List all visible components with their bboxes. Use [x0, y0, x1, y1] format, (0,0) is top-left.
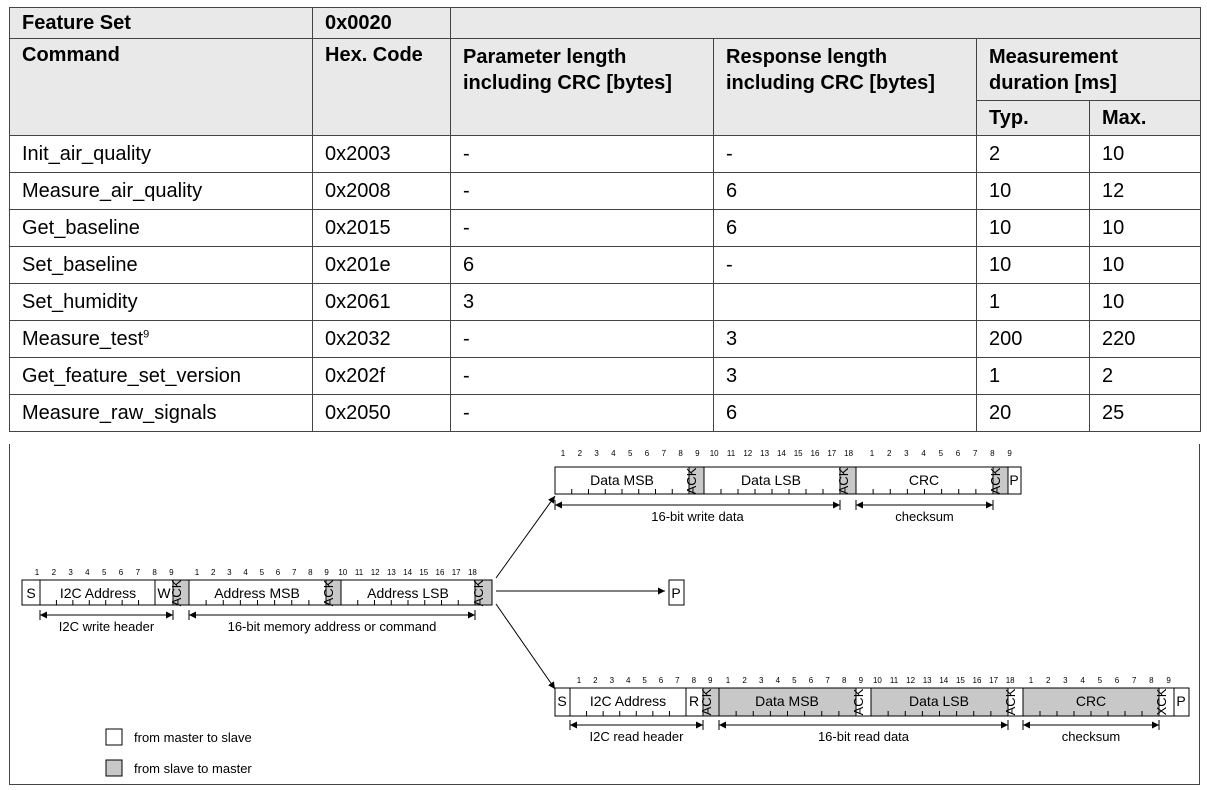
feature-set-row	[10, 8, 1201, 39]
cell-typ	[977, 321, 1090, 358]
cell-command-text: Measure_test	[22, 327, 144, 350]
cell-param-length-text: -	[463, 401, 470, 424]
cell-response-length-text: 6	[726, 216, 738, 239]
read-header-label: I2C read header	[589, 729, 684, 744]
bit-number: 2	[210, 568, 216, 577]
cell-param-length	[451, 395, 714, 432]
cell-command	[10, 358, 313, 395]
cell-typ	[977, 358, 1090, 395]
ack-label: ACK	[988, 467, 1003, 495]
bit-number: 17	[827, 449, 837, 458]
cell-typ	[977, 247, 1090, 284]
cell-max-text: 10	[1102, 290, 1125, 313]
bit-number: 7	[661, 449, 667, 458]
bit-number: 3	[758, 676, 764, 685]
cell-typ-text: 200	[989, 327, 1023, 350]
cell-command	[10, 210, 313, 247]
bit-number: 1	[869, 449, 875, 458]
ack-label: ACK	[169, 579, 184, 607]
bit-number: 11	[354, 568, 364, 577]
bit-number: 6	[955, 449, 961, 458]
bit-number: 6	[118, 568, 124, 577]
cell-hex-code-text: 0x2015	[325, 216, 391, 239]
cell-typ-text: 20	[989, 401, 1012, 424]
write-bit-label: W	[157, 585, 171, 601]
cell-command-text: Set_humidity	[22, 290, 138, 313]
feature-set-blank	[451, 8, 1201, 39]
bit-number: 8	[841, 676, 847, 685]
table-row	[10, 210, 1201, 247]
i2c-address-label: I2C Address	[59, 585, 137, 601]
cell-command	[10, 247, 313, 284]
bit-number: 1	[576, 676, 582, 685]
ack-label: ACK	[321, 579, 336, 607]
cell-max	[1090, 173, 1201, 210]
arrow-to-write	[496, 496, 555, 578]
cell-typ-text: 1	[989, 364, 1001, 387]
bit-number: 11	[726, 449, 736, 458]
bit-number: 3	[68, 568, 73, 577]
bit-number: 5	[642, 676, 647, 685]
cell-typ-text: 10	[989, 253, 1012, 276]
table-row	[10, 358, 1201, 395]
cell-max	[1090, 284, 1201, 321]
cell-param-length-text: -	[463, 142, 470, 165]
header-hex-code: Hex. Code	[313, 39, 451, 136]
checksum-label: checksum	[1061, 729, 1121, 744]
i2c-diagram	[9, 444, 1200, 785]
cell-response-length	[714, 136, 977, 173]
cell-response-length-text: 6	[726, 401, 738, 424]
cell-param-length-text: -	[463, 364, 470, 387]
cell-response-length	[714, 247, 977, 284]
cell-param-length	[451, 358, 714, 395]
bit-number: 4	[243, 568, 248, 577]
cell-hex-code	[313, 136, 451, 173]
cell-max-text: 12	[1102, 179, 1125, 202]
cell-max	[1090, 210, 1201, 247]
bit-number: 13	[922, 676, 932, 685]
data-lsb-label: Data LSB	[909, 693, 969, 709]
footnote-marker: 9	[143, 327, 150, 340]
feature-set-code: 0x0020	[313, 8, 451, 39]
bit-number: 15	[955, 676, 965, 685]
bit-number: 8	[1149, 676, 1154, 685]
bit-number: 6	[644, 449, 650, 458]
cell-hex-code-text: 0x202f	[325, 364, 386, 387]
cell-response-length-text: -	[726, 142, 733, 165]
crc-label: CRC	[1075, 693, 1107, 709]
header-measurement-duration: Measurement duration [ms]	[977, 39, 1201, 101]
header-command: Command	[10, 39, 313, 136]
cell-command-text: Get_baseline	[22, 216, 140, 239]
ack-label: ACK	[684, 467, 699, 495]
bit-number: 1	[34, 568, 40, 577]
cell-response-length-text: 3	[726, 327, 738, 350]
feature-set-label: Feature Set	[10, 8, 313, 39]
cell-command-text: Init_air_quality	[22, 142, 151, 165]
bit-number: 4	[775, 676, 781, 685]
cell-max-text: 10	[1102, 142, 1125, 165]
cell-hex-code-text: 0x2003	[325, 142, 391, 165]
bit-number: 9	[1007, 449, 1012, 458]
cell-hex-code	[313, 210, 451, 247]
cell-param-length-text: -	[463, 327, 470, 350]
cell-hex-code	[313, 173, 451, 210]
bit-number: 9	[1166, 676, 1171, 685]
header-typ: Typ.	[977, 101, 1090, 136]
bit-number: 8	[152, 568, 157, 577]
cell-command	[10, 284, 313, 321]
cell-max-text: 2	[1102, 364, 1114, 387]
checksum-label: checksum	[895, 509, 954, 524]
cell-hex-code-text: 0x2032	[325, 327, 391, 350]
cell-command-text: Measure_raw_signals	[22, 401, 217, 424]
cell-typ-text: 10	[989, 216, 1012, 239]
cell-max	[1090, 247, 1201, 284]
start-label: S	[26, 585, 36, 601]
bit-number: 14	[776, 449, 786, 458]
bit-number: 2	[577, 449, 583, 458]
bit-number: 6	[658, 676, 664, 685]
cell-hex-code-text: 0x201e	[325, 253, 391, 276]
table-row	[10, 284, 1201, 321]
bit-number: 5	[101, 568, 107, 577]
cell-max	[1090, 136, 1201, 173]
header-max: Max.	[1090, 101, 1201, 136]
bit-number: 11	[889, 676, 899, 685]
bit-number: 5	[938, 449, 944, 458]
cell-response-length	[714, 284, 977, 321]
cell-max-text: 10	[1102, 216, 1125, 239]
cell-typ-text: 10	[989, 179, 1012, 202]
cell-command	[10, 321, 313, 358]
bit-number: 9	[324, 568, 329, 577]
cell-max	[1090, 358, 1201, 395]
legend-master-swatch	[106, 729, 122, 745]
cell-response-length	[714, 321, 977, 358]
table-body	[10, 136, 1201, 432]
bit-number: 9	[707, 676, 713, 685]
cell-typ	[977, 173, 1090, 210]
command-table	[9, 7, 1201, 432]
bit-number: 7	[1131, 676, 1137, 685]
ack-label: ACK	[1003, 688, 1018, 716]
bit-number: 7	[972, 449, 978, 458]
bit-number: 18	[844, 449, 854, 458]
bit-number: 1	[725, 676, 731, 685]
cell-param-length	[451, 210, 714, 247]
cell-param-length	[451, 173, 714, 210]
legend-slave-label: from slave to master	[134, 761, 252, 776]
bit-number: 14	[939, 676, 949, 685]
bit-number: 7	[291, 568, 297, 577]
bit-number: 2	[886, 449, 892, 458]
table-row	[10, 136, 1201, 173]
table-row	[10, 321, 1201, 358]
i2c-address-label: I2C Address	[589, 693, 667, 709]
memory-address-label: 16-bit memory address or command	[227, 619, 437, 634]
cell-typ	[977, 136, 1090, 173]
address-lsb-label: Address LSB	[367, 585, 449, 601]
arrow-to-read	[496, 604, 555, 689]
read-data-label: 16-bit read data	[817, 729, 910, 744]
bit-number: 14	[403, 568, 413, 577]
cell-hex-code	[313, 358, 451, 395]
bit-number: 8	[990, 449, 995, 458]
bit-number: 5	[259, 568, 265, 577]
ack-label: ACK	[471, 579, 486, 607]
data-msb-label: Data MSB	[590, 472, 654, 488]
start-label: S	[557, 693, 567, 709]
bit-number: 16	[810, 449, 820, 458]
cell-param-length	[451, 284, 714, 321]
cell-response-length-text: -	[726, 253, 733, 276]
bit-number: 3	[1063, 676, 1068, 685]
cell-hex-code	[313, 321, 451, 358]
cell-command	[10, 173, 313, 210]
header-param-length: Parameter length including CRC [bytes]	[451, 39, 714, 136]
cell-hex-code	[313, 395, 451, 432]
bit-number: 4	[611, 449, 616, 458]
bit-number: 1	[560, 449, 566, 458]
bit-number: 9	[169, 568, 174, 577]
cell-param-length-text: -	[463, 179, 470, 202]
bit-number: 13	[760, 449, 770, 458]
data-msb-label: Data MSB	[755, 693, 819, 709]
bit-number: 3	[904, 449, 909, 458]
cell-response-length-text: 6	[726, 179, 738, 202]
bit-number: 3	[227, 568, 232, 577]
bit-number: 10	[872, 676, 882, 685]
bit-number: 6	[275, 568, 281, 577]
bit-number: 17	[451, 568, 461, 577]
bit-number: 9	[695, 449, 700, 458]
stop-label: P	[1009, 472, 1019, 488]
cell-typ-text: 1	[989, 290, 1001, 313]
crc-label: CRC	[908, 472, 940, 488]
cell-typ	[977, 395, 1090, 432]
cell-max	[1090, 395, 1201, 432]
bit-number: 18	[1005, 676, 1015, 685]
table-row	[10, 173, 1201, 210]
bit-number: 17	[989, 676, 999, 685]
cell-command	[10, 136, 313, 173]
bit-number: 15	[419, 568, 429, 577]
bit-number: 5	[627, 449, 633, 458]
bit-number: 16	[972, 676, 982, 685]
bit-number: 18	[467, 568, 477, 577]
nack-label: XCK	[1154, 688, 1169, 716]
cell-command-text: Measure_air_quality	[22, 179, 203, 202]
bit-number: 16	[435, 568, 445, 577]
bit-number: 6	[808, 676, 814, 685]
bit-number: 4	[1080, 676, 1085, 685]
header-row	[10, 39, 1201, 101]
cell-hex-code-text: 0x2008	[325, 179, 391, 202]
legend-slave-swatch	[106, 760, 122, 776]
cell-response-length	[714, 358, 977, 395]
cell-response-length	[714, 395, 977, 432]
cell-response-length-text: 3	[726, 364, 738, 387]
cell-param-length-text: -	[463, 216, 470, 239]
bit-number: 2	[51, 568, 57, 577]
bit-number: 8	[691, 676, 697, 685]
table-row	[10, 247, 1201, 284]
cell-command-text: Get_feature_set_version	[22, 364, 242, 387]
bit-number: 10	[709, 449, 719, 458]
cell-param-length-text: 6	[463, 253, 475, 276]
cell-max-text: 25	[1102, 401, 1125, 424]
bit-number: 10	[338, 568, 348, 577]
cell-command	[10, 395, 313, 432]
bit-number: 8	[308, 568, 313, 577]
cell-param-length-text: 3	[463, 290, 475, 313]
bit-number: 2	[593, 676, 598, 685]
write-header-label: I2C write header	[58, 619, 155, 634]
bit-number: 4	[625, 676, 631, 685]
bit-number: 12	[743, 449, 753, 458]
bit-number: 3	[609, 676, 615, 685]
cell-typ	[977, 210, 1090, 247]
address-msb-label: Address MSB	[214, 585, 300, 601]
bit-number: 7	[135, 568, 141, 577]
bit-number: 2	[742, 676, 747, 685]
i2c-diagram-svg	[10, 444, 1201, 785]
bit-number: 13	[386, 568, 396, 577]
cell-response-length	[714, 173, 977, 210]
bit-number: 3	[594, 449, 599, 458]
cell-response-length	[714, 210, 977, 247]
bit-number: 6	[1114, 676, 1120, 685]
cell-max-text: 10	[1102, 253, 1125, 276]
cell-max	[1090, 321, 1201, 358]
bit-number: 12	[370, 568, 380, 577]
bit-number: 5	[1097, 676, 1103, 685]
write-data-label: 16-bit write data	[651, 509, 744, 524]
cell-typ-text: 2	[989, 142, 1001, 165]
stop-label: P	[1176, 693, 1186, 709]
ack-label: ACK	[851, 688, 866, 716]
cell-param-length	[451, 247, 714, 284]
cell-param-length	[451, 321, 714, 358]
bit-number: 12	[906, 676, 916, 685]
bit-number: 1	[194, 568, 200, 577]
bit-number: 2	[1045, 676, 1051, 685]
cell-param-length	[451, 136, 714, 173]
ack-label: ACK	[699, 688, 714, 716]
data-lsb-label: Data LSB	[741, 472, 801, 488]
bit-number: 15	[793, 449, 803, 458]
stop-label: P	[671, 585, 681, 601]
cell-hex-code	[313, 247, 451, 284]
cell-typ	[977, 284, 1090, 321]
bit-number: 9	[858, 676, 864, 685]
bit-number: 4	[85, 568, 90, 577]
table-row	[10, 395, 1201, 432]
cell-hex-code-text: 0x2050	[325, 401, 391, 424]
header-response-length: Response length including CRC [bytes]	[714, 39, 977, 136]
cell-command-text: Set_baseline	[22, 253, 138, 276]
bit-number: 8	[678, 449, 683, 458]
ack-label: ACK	[836, 467, 851, 495]
bit-number: 5	[792, 676, 797, 685]
bit-number: 7	[675, 676, 680, 685]
bit-number: 1	[1028, 676, 1034, 685]
cell-hex-code-text: 0x2061	[325, 290, 391, 313]
bit-number: 7	[825, 676, 830, 685]
read-bit-label: R	[688, 693, 700, 709]
bit-number: 4	[921, 449, 926, 458]
legend-master-label: from master to slave	[134, 730, 252, 745]
cell-hex-code	[313, 284, 451, 321]
cell-max-text: 220	[1102, 327, 1136, 350]
